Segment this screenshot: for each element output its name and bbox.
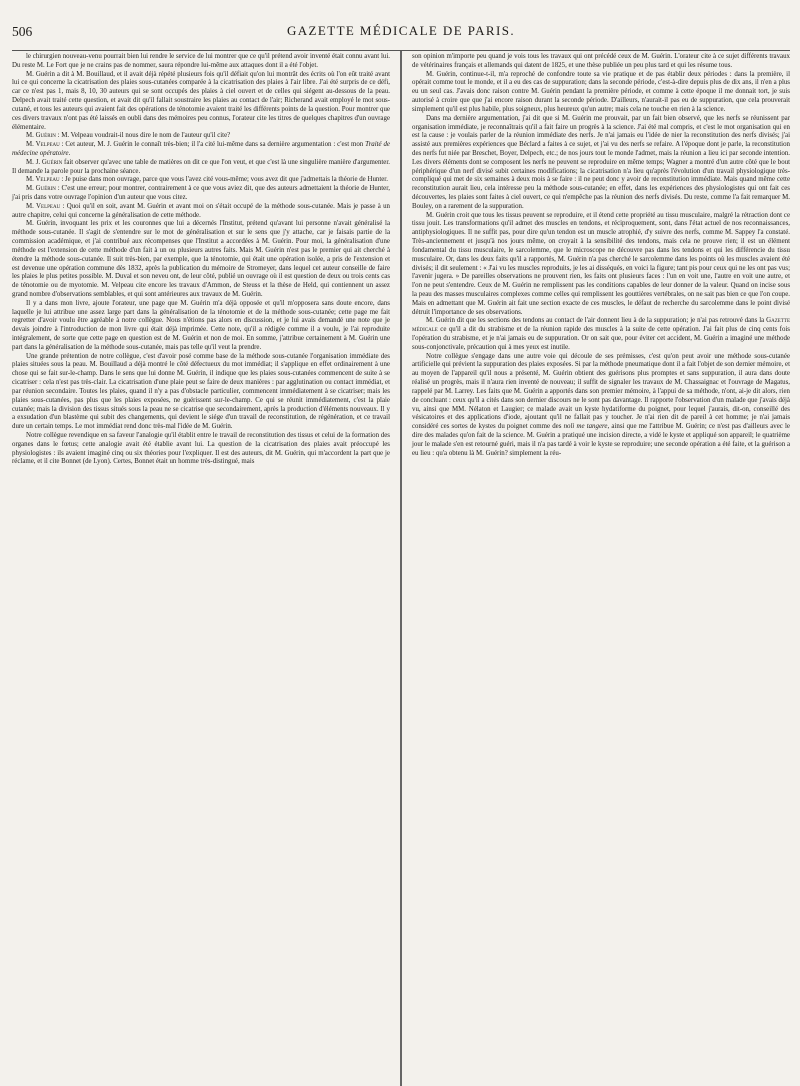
paragraph-text: M. Guérin croit que tous les tissus peuvent se reproduire, et il étend cette propriété au tissu musculaire, malgré la rétraction dont ce tissu jouit. Les transformations qu'il admet des muscles en tendons, et réciproquement, sont, dans l'état actuel de nos reconnaissances, antiphysiologiques. Il ne suffit pas, pour dire qu'un tendon est un muscle atrophié, d'y suivre des nerfs, comme M. Sappey l'a constaté. Très-anciennement et jusqu'à nos jours même, on croyait à la sensibilité des tendons, mais cela ne prouve rien; il est un élément fondamental du tissu musculaire, le sarcolemme, que le microscope ne découvre pas dans les tendons et qui les différencie du tissu musculaire. Or, dans les deux faits qu'il a rapportés, M. Guérin n'a pas cherché le sarcolemme dans les points où les muscles avaient été divisés; il dit seulement : « J'ai vu les muscles reproduits, je les ai disséqués, en voici la figure; tant pis pour ceux qui ne les ont pas vus; l'avenir jugera. » De pareilles observations ne prouvent rien, les faits ont plusieurs faces : l'un en voit une, l'autre en voit une autre, et l'on ne peut s'entendre. Ceux de M. Guérin ne remplissent pas les conditions capables de leur donner de la valeur. Quand on incise sous la peau des masses musculaires complexes comme celles qui remplissent les gouttières vertébrales, on ne sait pas bien ce que l'on coupe. Mais en admettant que M. Guérin ait fait une section exacte de ces muscles, le défaut de recherche du sarcolemme dans le point divisé détruit l'importance de ses observations. [412,211,790,316]
paragraph-text: son opinion m'importe peu quand je vois tous les travaux qui ont précédé ceux de M. Guérin. L'orateur cite à ce sujet différents travaux de vétérinaires français et allemands qui datent de 1825, et une thèse publiée un peu plus tard et qui les résume tous. [412,53,790,69]
speaker-name: M. Guérin [26,132,56,140]
speaker-name: M. Velpeau [26,176,60,184]
two-column-body [12,53,790,1086]
paragraph [12,185,390,203]
paragraph-text: : Cet auteur, M. J. Guérin le connaît très-bien; il l'a cité lui-même dans sa dernière argumentation : c'est mon [59,141,366,149]
paragraph-text: fait observer qu'avec une table de matières on dit ce que l'on veut, et que c'est là une singulière manière d'argumenter. Il demande la parole pour la prochaine séance. [12,158,391,175]
paragraph [12,71,390,133]
paragraph [12,300,390,353]
paragraph-text: Il y a dans mon livre, ajoute l'orateur, une page que M. Guérin m'a déjà opposée et qu'il m'opposera sans doute encore, dans laquelle je lui attribue une assez large part dans la généralisation de la ténotomie et de la méthode sous-cutanée; cette page me fait regretter d'avoir voulu être agréable à notre collègue. Nous n'étions pas alors en discussion, et je lui avais demandé une note que je devais joindre à l'introduction de mon livre qui était déjà imprimée. Cette note, qu'il a rédigée comme il a voulu, je l'ai reproduite intégralement, de sorte que cette page en question est de M. Guérin et non de moi. En somme, j'attribue certainement à M. Guérin une part dans la généralisation de la méthode sous-cutanée, mais pas telle qu'il veut la prendre. [12,299,390,351]
paragraph [12,353,390,432]
page-number: 506 [12,24,33,39]
paragraph-text: M. Guérin a dit à M. Bouillaud, et il avait déjà répété plusieurs fois qu'il défiait qu'on lui montrât des écrits où l'on eût traité avant lui ce qui concerne la cicatrisation des plaies sous-cutanées comparée à la cicatrisation des plaies à l'air libre. J'ai été surpris de ce défi, car ce n'est pas 1, mais 8, 10, 30 auteurs qui se sont occupés des plaies à ciel ouvert et de celles qui siégent au-dessous de la peau. Delpech avait traité cette question, et avait dit qu'il fallait soustraire les plaies au contact de l'air; Richerand avait employé le mot sous-cutané, et tous les auteurs qui avaient fait des opérations de ténotomie avaient traité les différents points de la question. Pour montrer que ces divers travaux n'ont pas été laissés en oubli dans des mémoires peu connus, l'orateur cite les titres de quelques chapitres d'un ouvrage élémentaire. [12,70,390,131]
page-header [12,18,790,40]
paragraph-text-continued: , ainsi que me l'attribue M. Guérin; ce n'est pas d'ailleurs avec le dire des malades qu'on fait de la science. M. Guérin a pratiqué une incision directe, a vidé le kyste et appliqué son appareil; le quatrième jour le malade s'en est retourné guéri, mais il n'a pas tardé à voir le kyste se reproduire; une seconde opération a été faite, et la guérison a eu lieu : qu'a obtenu là M. Guérin? simplement la réu- [412,423,790,457]
paragraph [412,317,790,352]
italic-title: noli me tangere [563,423,608,431]
paragraph-text-continued: ce qu'il a dit du strabisme et de la réunion rapide des muscles à la suite de cette opération. J'ai fait plus de cinq cents fois l'opération du strabisme, et je n'ai jamais eu de suppuration. Or on sait que, pour éviter cet accident, M. Guérin a imaginé une méthode sous-conjonctivale, précaution qui à mes yeux est inutile. [412,326,790,351]
paragraph-text: : Quoi qu'il en soit, avant M. Guérin et avant moi on s'était occupé de la méthode sous-cutanée. Mais je passe à un autre chapitre, celui qui concerne la généralisation de cette méthode. [12,202,391,219]
paragraph [12,203,390,221]
paragraph [12,159,390,177]
left-column [12,53,390,1086]
speaker-name: M. Velpeau [26,141,60,149]
paragraph [412,212,790,318]
paragraph-text: M. Guérin dit que les sections des tendons au contact de l'air donnent lieu à de la suppuration; je n'ai pas retrouvé dans la [426,317,767,325]
paragraph-text: Notre collègue s'engage dans une autre voie qui découle de ses prémisses, c'est qu'on peut avoir une méthode sous-cutanée artificielle qui prévient la suppuration des plaies exposées. Si par la méthode pneumatique dont il a fait l'objet de son dernier mémoire, et au moyen de l'appareil qu'il nous a présenté, M. Guérin obtient des guérisons plus promptes et sans suppuration, il aura dans doute réalisé un progrès, mais il n'aura rien inventé de nouveau; il suffit de signaler les travaux de M. Chassaignac et l'ouvrage de Magatus, rappelé par M. Larrey. Les faits que M. Guérin a apportés dans son premier mémoire, à l'appui de sa méthode, n'ont, ai-je dit alors, rien de concluant : ceux qu'il a cités dans son dernier discours ne le sont pas davantage. Il rapporte l'observation d'un malade que j'avais déjà vu, ainsi que MM. Nélaton et Laugier; ce malade avait un kyste hydatiforme du poignet, pour lequel j'aurais, dit-on, conseillé des vésicatoires et des applications d'iode, ajoutant qu'il ne fallait pas y toucher. Je n'ai rien dit de pareil à cet homme; je n'ai jamais considéré ces sortes de kystes du poignet comme des [412,352,790,431]
paragraph-text: : C'est une erreur; pour montrer, contrairement à ce que vous aviez dit, que des auteurs admettaient la théorie de Hunter, j'ai pris dans votre ouvrage l'opinion d'un auteur que vous citez. [12,185,390,201]
speaker-name: M. J. Guérin [26,158,63,166]
paragraph-text: M. Guérin, continue-t-il, m'a reproché de confondre toute sa vie pratique et de pas établir deux périodes : dans la première, il opérait comme tout le monde, et il a eu des cas de suppuration; dans la seconde période, c'est-à-dire depuis plus de dix ans, il n'en a plus eu un seul cas. J'avais donc raison contre M. Guérin pendant la première période, et comme à cette époque il me donnait tort, je suis autorisé à croire que que j'ai encore raison durant la seconde période. D'ailleurs, n'aurait-il pas eu de suppuration, que cela prouverait simplement qu'il est plus habile, plus soigneux, plus heureux qu'un autre; mais cela ne touche en rien à la science. [412,70,790,113]
paragraph-text: Dans ma dernière argumentation, j'ai dit que si M. Guérin me prouvait, par un fait bien observé, que les nerfs se réunissent par organisation immédiate, je reconnaîtrais qu'il a fait faire un progrès à la science. J'ai été mal compris, et c'est le mot organisation qui en est la cause : je voulais parler de la réunion immédiate des nerfs. Je n'ai jamais eu l'idée de nier la reconstitution des nerfs divisés; j'ai assisté aux premières expériences que Béclard a faites à ce sujet, et j'ai vu des nerfs se refaire. A l'époque dont je parle, la reconstitution des nerfs fut niée par Breschet, Boyer, Delpech, etc.; de nos jours tout le monde l'admet, mais la réunion a lieu ici par seconde intention. Les divers éléments dont se composent les nerfs ne peuvent se reproduire en même temps; Wagner a montré d'un autre côté que le bout périphérique d'un nerf divisé subit certaines modifications; la cicatrisation n'a lieu qu'après l'évolution d'un travail physiologique très-compliqué qui met de six semaines à deux mois à se faire : il ne peut donc y avoir de reconstitution immédiate. Mais quand même cette reconstitution aurait lieu, cela intéresse peu la méthode sous-cutanée; en effet, dans les expériences des physiologistes qui ont fait ces découvertes, les plaies sont faites à ciel ouvert, ce qui n'empêche pas la réunion des nerfs divisés. Du reste, comme l'a fait remarquer M. Bouley, on a rarement de la suppuration. [412,114,790,210]
paragraph-text: : M. Velpeau voudrait-il nous dire le nom de l'auteur qu'il cite? [55,132,231,140]
paragraph [412,71,790,115]
paragraph-text: : Je puise dans mon ouvrage, parce que vous l'avez cité vous-même; vous avez dit que j'admettais la théorie de Hunter. [59,176,388,184]
paragraph-text: Notre collègue revendique en sa faveur l'analogie qu'il établit entre le travail de reconstitution des tissus et celui de la formation des organes dans le fœtus; cette analogie avait été établie avant lui. La question de la cicatrisation des plaies avait préoccupé les physiologistes : ils avaient imaginé cinq ou six théories pour l'expliquer. Il est des auteurs, dit M. Guérin, qui m'accordent la part que je réclame, et il cite Bonnet (de Lyon). Certes, Bonnet était un homme très-distingué, mais [12,431,390,466]
right-column [412,53,790,1086]
paragraph-text: Une grande prétention de notre collègue, c'est d'avoir posé comme base de la méthode sous-cutanée l'organisation immédiate des plaies situées sous la peau. M. Bouillaud a déjà montré le côté défectueux du mot immédiat; il s'applique en effet ordinairement à une chose qui se fait sur-le-champ. Dans le sens que lui donne M. Guérin, il indique que les plaies sous-cutanées commencent de suite à se cicatriser : cela n'est pas très-clair. La cicatrisation d'une plaie peut se faire de deux manières : par agglutination ou contact immédiat, et par réunion secondaire. Toutes les plaies, quand il n'y a pas d'obstacle particulier, commencent immédiatement à se cicatriser; mais les plaies sous-cutanées, pas plus que les plaies exposées, ne guérissent sur-le-champ. Ce qui se réunit immédiatement, c'est la plaie cutanée; mais la division des tissus situés sous la peau ne se cicatrise que secondairement, après la production d'éléments nouveaux. Il y a exsudation d'un blastème qui subit des changements, qui devient le siége d'un travail de reconstitution, de régénération, et ce travail dure un certain temps. Le mot immédiat rend donc très-mal l'idée de M. Guérin. [12,352,390,431]
paragraph-text-continued: . [68,149,71,157]
paragraph [412,115,790,212]
paragraph-text: M. Guérin, invoquant les prix et les couronnes que lui a décernés l'Institut, prétend qu'avant lui personne n'avait généralisé la méthode sous-cutanée. Il s'agit de s'entendre sur le mot de généralisation et sur le sens que j'y attache, car je faisais partie de la commission académique, et j'ai contribué aux récompenses que l'Institut a accordées à M. Guérin. Pour moi, la généralisation d'une méthode est l'extension de cette méthode d'un fait à un ou plusieurs autres faits. Mais M. Guérin n'est pas le premier qui ait cherché à étendre la méthode sous-cutanée. Il suit très-bien, par exemple, que la ténotomie, qui était une opération isolée, a pris de l'extension et est devenue une opération commune dès 1832, après la publication du mémoire de Stromeyer, dans lequel cet auteur conseille de faire les plaies le plus petites possible. M. Duval et son neveu ont, de leur côté, publié un ouvrage où il est question de deux ou trois cents cas de ténotomie ou de myotomie. M. Velpeau cite encore les travaux d'Ammon, de Steuss et la thèse de Held, qui contiennent un assez grand nombre d'observations semblables, et qui sont antérieures aux travaux de M. Guérin. [12,220,390,298]
paragraph [12,53,390,71]
running-title: GAZETTE MÉDICALE DE PARIS. [286,23,516,38]
paragraph [412,53,790,71]
speaker-name: M. Velpeau [26,202,61,210]
italic-title: Traité de médecine opératoire [12,141,390,157]
paragraph [412,353,790,459]
paragraph [12,132,390,141]
paragraph [12,432,390,467]
paragraph [12,141,390,159]
speaker-name: M. Guérin [26,185,56,193]
journal-name: Gazette médicale [412,317,790,334]
paragraph [12,220,390,299]
paragraph [12,176,390,185]
paragraph-text: le chirurgien nouveau-venu pourrait bien lui rendre le service de lui montrer que ce qu'il prétend avoir inventé était connu avant lui. Du reste M. Le Fort que je ne crains pas de nommer, saura répondre lui-même aux attaques dont il a été l'objet. [12,53,390,69]
column-divider [400,51,402,1086]
